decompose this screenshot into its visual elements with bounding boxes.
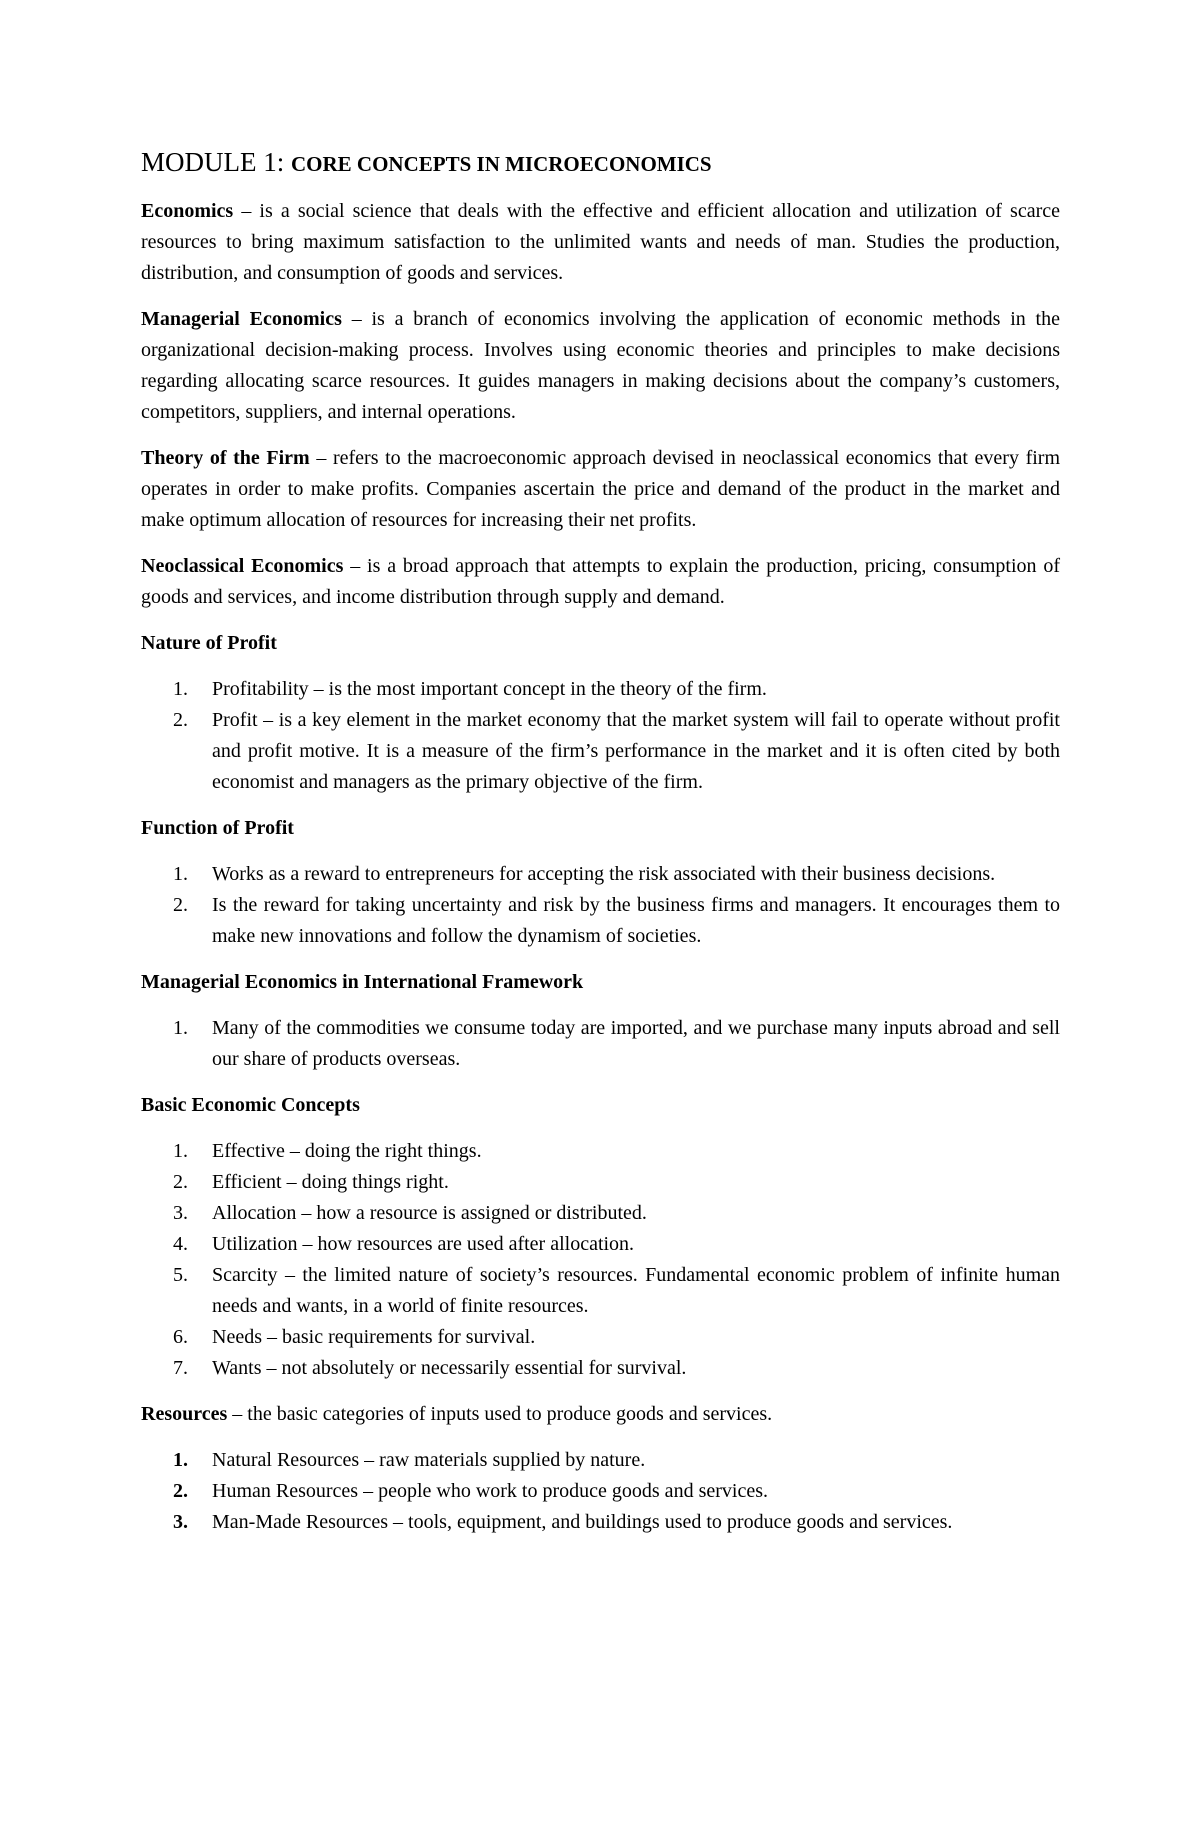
list-item [141,1260,1060,1322]
list-item-text: Is the reward for taking uncertainty and risk by the business firms and managers. It encourages them to make new innovations and follow the dynamism of societies. [212,894,1060,947]
list-item [141,1229,1060,1260]
managerial-economics-definition [141,304,1060,428]
economics-definition [141,196,1060,289]
list-item-text: Profitability – is the most important concept in the theory of the firm. [212,678,767,700]
list-item [141,1198,1060,1229]
resources-list [141,1445,1060,1538]
list-item [141,1353,1060,1384]
function-of-profit-heading: Function of Profit [141,817,294,839]
title-main: CORE CONCEPTS IN MICROECONOMICS [291,152,712,176]
function-of-profit-list [141,859,1060,952]
list-number: 2. [173,894,188,916]
neoclassical-term: Neoclassical Economics [141,555,344,577]
list-item-text: Many of the commodities we consume today are imported, and we purchase many inputs abroad and sell our share of products overseas. [212,1017,1060,1070]
page-title [141,142,1060,182]
list-number: 7. [173,1357,188,1379]
list-number: 2. [173,709,188,731]
list-item-text: Needs – basic requirements for survival. [212,1326,536,1348]
list-item [141,1167,1060,1198]
international-framework-heading: Managerial Economics in International Framework [141,971,584,993]
list-item [141,1507,1060,1538]
list-number: 1. [173,1017,188,1039]
title-prefix: MODULE 1: [141,147,291,177]
list-item [141,705,1060,798]
list-number: 3. [173,1202,188,1224]
list-item [141,1322,1060,1353]
list-item-text: Natural Resources – raw materials supplied by nature. [212,1449,646,1471]
economics-text: – is a social science that deals with the effective and efficient allocation and utilization of scarce resources to bring maximum satisfaction to the unlimited wants and needs of man. Studies the production, distribution, and consumption of goods and services. [141,200,1060,284]
list-item-text: Man-Made Resources – tools, equipment, and buildings used to produce goods and services. [212,1511,953,1533]
list-number: 2. [173,1480,188,1502]
managerial-economics-term: Managerial Economics [141,308,342,330]
list-number: 5. [173,1264,188,1286]
list-item-text: Allocation – how a resource is assigned or distributed. [212,1202,647,1224]
list-item [141,674,1060,705]
international-framework-list [141,1013,1060,1075]
list-item [141,859,1060,890]
resources-text: – the basic categories of inputs used to produce goods and services. [227,1403,773,1425]
list-item [141,890,1060,952]
list-item-text: Efficient – doing things right. [212,1171,449,1193]
list-item [141,1136,1060,1167]
list-item-text: Wants – not absolutely or necessarily essential for survival. [212,1357,687,1379]
neoclassical-text: – is a broad approach that attempts to explain the production, pricing, consumption of goods and services, and income distribution through supply and demand. [141,555,1061,608]
list-item [141,1013,1060,1075]
nature-of-profit-list [141,674,1060,798]
list-item [141,1476,1060,1507]
basic-concepts-heading: Basic Economic Concepts [141,1094,360,1116]
list-number: 1. [173,678,188,700]
list-number: 6. [173,1326,188,1348]
list-number: 1. [173,863,188,885]
list-item-text: Profit – is a key element in the market economy that the market system will fail to operate without profit and profit motive. It is a measure of the firm’s performance in the market and it is often cited by both economist and managers as the primary objective of the firm. [212,709,1060,793]
basic-concepts-list [141,1136,1060,1384]
list-number: 3. [173,1511,188,1533]
list-item-text: Utilization – how resources are used after allocation. [212,1233,635,1255]
resources-term: Resources [141,1403,228,1425]
list-item-text: Effective – doing the right things. [212,1140,482,1162]
economics-term: Economics [141,200,234,222]
nature-of-profit-heading: Nature of Profit [141,632,277,654]
theory-of-firm-definition [141,443,1060,536]
list-number: 1. [173,1449,188,1471]
list-number: 4. [173,1233,188,1255]
list-number: 1. [173,1140,188,1162]
resources-definition [141,1399,1060,1430]
list-item-text: Scarcity – the limited nature of society’s resources. Fundamental economic problem of infinite human needs and wants, in a world of finite resources. [212,1264,1060,1317]
list-item-text: Works as a reward to entrepreneurs for accepting the risk associated with their business decisions. [212,863,996,885]
list-number: 2. [173,1171,188,1193]
theory-of-firm-term: Theory of the Firm [141,447,310,469]
document-page [141,142,1060,1553]
list-item [141,1445,1060,1476]
list-item-text: Human Resources – people who work to produce goods and services. [212,1480,768,1502]
theory-of-firm-text: – refers to the macroeconomic approach devised in neoclassical economics that every firm operates in order to make profits. Companies ascertain the price and demand of the product in the market and make optimum allocation of resources for increasing their net profits. [141,447,1060,531]
managerial-economics-text: – is a branch of economics involving the application of economic methods in the organizational decision-making process. Involves using economic theories and principles to make decisions regarding allocating scarce resources. It guides managers in making decisions about the company’s customers, competitors, suppliers, and internal operations. [141,308,1060,423]
neoclassical-definition [141,551,1060,613]
